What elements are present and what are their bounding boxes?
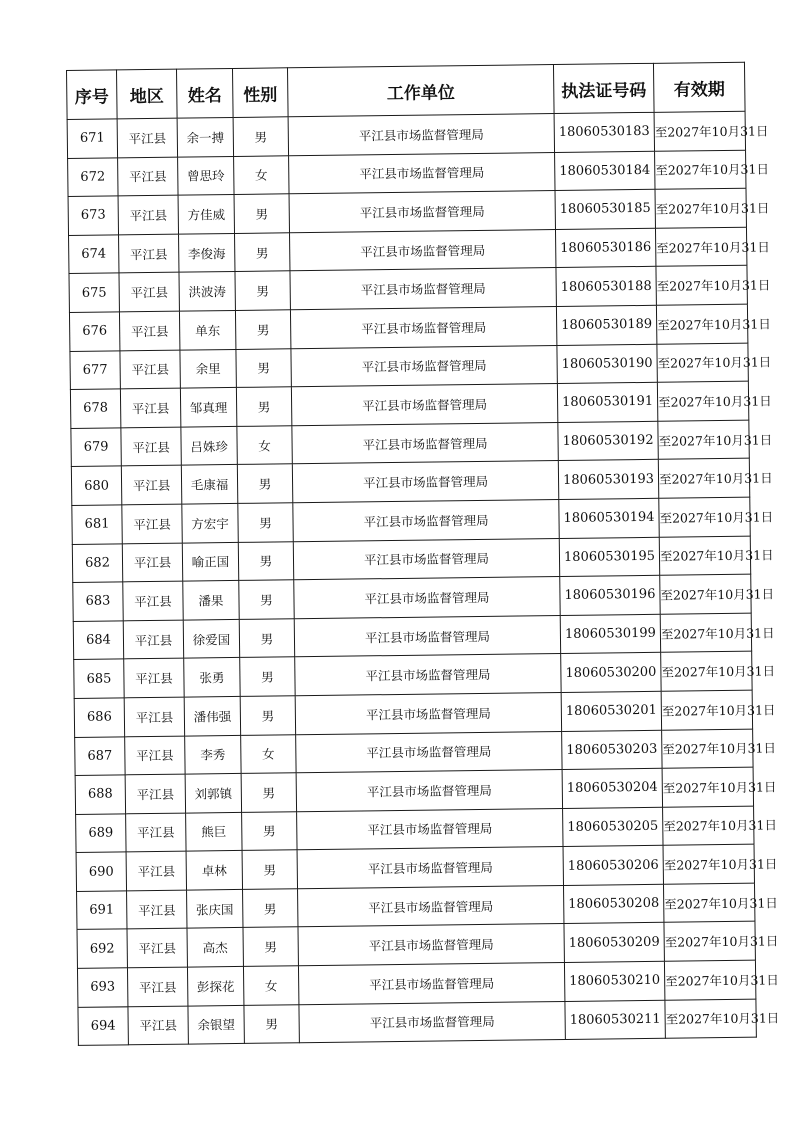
- serial-number-cell: 690: [76, 852, 126, 891]
- serial-number-cell: 676: [69, 312, 119, 351]
- name-cell: 吕姝珍: [181, 426, 237, 465]
- gender-cell: 男: [236, 387, 291, 426]
- gender-cell: 男: [241, 773, 296, 812]
- region-cell: 平江县: [119, 234, 179, 273]
- serial-number-cell: 689: [76, 814, 126, 853]
- region-cell: 平江县: [119, 273, 179, 312]
- gender-cell: 男: [240, 696, 295, 735]
- work-unit-cell: 平江县市场监督管理局: [297, 847, 563, 889]
- region-cell: 平江县: [122, 504, 182, 543]
- work-unit-cell: 平江县市场监督管理局: [289, 191, 555, 233]
- gender-cell: 男: [238, 503, 293, 542]
- gender-cell: 男: [235, 233, 290, 272]
- certificate-number-cell: 18060530185: [555, 190, 655, 230]
- serial-number-cell: 672: [68, 157, 118, 196]
- valid-until-cell: 至2027年10月31日: [662, 729, 753, 769]
- region-cell: 平江县: [126, 851, 186, 890]
- name-cell: 高杰: [187, 928, 243, 967]
- gender-cell: 男: [239, 580, 294, 619]
- region-cell: 平江县: [118, 157, 178, 196]
- valid-until-cell: 至2027年10月31日: [660, 613, 751, 653]
- serial-number-cell: 682: [72, 543, 122, 582]
- name-cell: 方宏宇: [182, 503, 238, 542]
- valid-until-cell: 至2027年10月31日: [661, 651, 752, 691]
- certificate-number-cell: 18060530194: [559, 498, 659, 538]
- certificate-number-cell: 18060530195: [559, 537, 659, 577]
- region-cell: 平江县: [118, 195, 178, 234]
- work-unit-cell: 平江县市场监督管理局: [298, 963, 564, 1005]
- serial-number-cell: 691: [77, 891, 127, 930]
- valid-until-cell: 至2027年10月31日: [655, 227, 746, 267]
- certificate-number-cell: 18060530189: [556, 305, 656, 345]
- work-unit-cell: 平江县市场监督管理局: [288, 114, 554, 156]
- header-serial-number: 序号: [67, 70, 118, 120]
- gender-cell: 男: [242, 811, 297, 850]
- work-unit-cell: 平江县市场监督管理局: [297, 808, 563, 850]
- work-unit-cell: 平江县市场监督管理局: [293, 538, 559, 580]
- serial-number-cell: 683: [73, 582, 123, 621]
- serial-number-cell: 693: [77, 968, 127, 1007]
- region-cell: 平江县: [123, 581, 183, 620]
- name-cell: 喻正国: [182, 542, 238, 581]
- serial-number-cell: 681: [72, 505, 122, 544]
- valid-until-cell: 至2027年10月31日: [659, 497, 750, 537]
- table-header-row: [67, 62, 746, 119]
- name-cell: 方佳威: [178, 195, 234, 234]
- valid-until-cell: 至2027年10月31日: [656, 266, 747, 306]
- name-cell: 李秀: [185, 735, 241, 774]
- name-cell: 余里: [180, 349, 236, 388]
- serial-number-cell: 679: [71, 428, 121, 467]
- valid-until-cell: 至2027年10月31日: [664, 960, 755, 1000]
- gender-cell: 男: [235, 271, 290, 310]
- work-unit-cell: 平江县市场监督管理局: [291, 384, 557, 426]
- certificate-number-cell: 18060530199: [560, 614, 660, 654]
- work-unit-cell: 平江县市场监督管理局: [290, 268, 556, 310]
- certificate-number-cell: 18060530201: [561, 691, 661, 731]
- header-certificate-number: 执法证号码: [553, 63, 654, 113]
- certificate-number-cell: 18060530190: [557, 344, 657, 384]
- certificate-number-cell: 18060530200: [561, 653, 661, 693]
- certificate-number-cell: 18060530204: [562, 768, 662, 808]
- region-cell: 平江县: [125, 774, 185, 813]
- valid-until-cell: 至2027年10月31日: [664, 922, 755, 962]
- gender-cell: 女: [234, 155, 289, 194]
- region-cell: 平江县: [121, 465, 181, 504]
- work-unit-cell: 平江县市场监督管理局: [293, 499, 559, 541]
- name-cell: 洪波涛: [179, 272, 235, 311]
- gender-cell: 男: [243, 889, 298, 928]
- certificate-number-cell: 18060530196: [560, 575, 660, 615]
- roster-sheet: [66, 62, 780, 1046]
- table-row: [78, 999, 756, 1046]
- serial-number-cell: 687: [75, 736, 125, 775]
- serial-number-cell: 688: [75, 775, 125, 814]
- name-cell: 毛康福: [181, 465, 237, 504]
- certificate-number-cell: 18060530192: [558, 421, 658, 461]
- name-cell: 余一搏: [177, 117, 233, 156]
- serial-number-cell: 671: [67, 119, 117, 158]
- valid-until-cell: 至2027年10月31日: [654, 111, 745, 151]
- valid-until-cell: 至2027年10月31日: [663, 844, 754, 884]
- certificate-number-cell: 18060530211: [565, 1000, 665, 1040]
- certificate-number-cell: 18060530188: [556, 267, 656, 307]
- certificate-number-cell: 18060530203: [562, 730, 662, 770]
- serial-number-cell: 686: [74, 698, 124, 737]
- gender-cell: 女: [237, 426, 292, 465]
- serial-number-cell: 675: [69, 273, 119, 312]
- work-unit-cell: 平江县市场监督管理局: [296, 731, 562, 773]
- work-unit-cell: 平江县市场监督管理局: [290, 306, 556, 348]
- work-unit-cell: 平江县市场监督管理局: [295, 692, 561, 734]
- work-unit-cell: 平江县市场监督管理局: [294, 615, 560, 657]
- region-cell: 平江县: [126, 813, 186, 852]
- region-cell: 平江县: [120, 388, 180, 427]
- name-cell: 单东: [179, 310, 235, 349]
- gender-cell: 男: [237, 464, 292, 503]
- region-cell: 平江县: [120, 350, 180, 389]
- serial-number-cell: 673: [68, 196, 118, 235]
- work-unit-cell: 平江县市场监督管理局: [298, 885, 564, 927]
- name-cell: 张庆国: [187, 889, 243, 928]
- serial-number-cell: 680: [71, 466, 121, 505]
- region-cell: 平江县: [122, 543, 182, 582]
- region-cell: 平江县: [124, 697, 184, 736]
- region-cell: 平江县: [127, 890, 187, 929]
- valid-until-cell: 至2027年10月31日: [656, 304, 747, 344]
- name-cell: 余银望: [188, 1005, 244, 1044]
- work-unit-cell: 平江县市场监督管理局: [294, 577, 560, 619]
- region-cell: 平江县: [127, 967, 187, 1006]
- certificate-number-cell: 18060530186: [555, 228, 655, 268]
- gender-cell: 男: [244, 1004, 299, 1043]
- serial-number-cell: 678: [70, 389, 120, 428]
- name-cell: 潘伟强: [184, 696, 240, 735]
- gender-cell: 男: [240, 657, 295, 696]
- name-cell: 卓林: [186, 851, 242, 890]
- work-unit-cell: 平江县市场监督管理局: [292, 461, 558, 503]
- certificate-number-cell: 18060530184: [555, 151, 655, 191]
- name-cell: 张勇: [184, 658, 240, 697]
- valid-until-cell: 至2027年10月31日: [663, 806, 754, 846]
- name-cell: 潘果: [183, 581, 239, 620]
- name-cell: 曾思玲: [178, 156, 234, 195]
- valid-until-cell: 至2027年10月31日: [660, 574, 751, 614]
- region-cell: 平江县: [127, 929, 187, 968]
- name-cell: 徐爱国: [183, 619, 239, 658]
- gender-cell: 女: [241, 734, 296, 773]
- work-unit-cell: 平江县市场监督管理局: [298, 924, 564, 966]
- header-valid-until: 有效期: [653, 62, 745, 112]
- valid-until-cell: 至2027年10月31日: [659, 536, 750, 576]
- certificate-number-cell: 18060530209: [564, 923, 664, 963]
- gender-cell: 男: [238, 541, 293, 580]
- valid-until-cell: 至2027年10月31日: [657, 381, 748, 421]
- work-unit-cell: 平江县市场监督管理局: [295, 654, 561, 696]
- region-cell: 平江县: [124, 658, 184, 697]
- header-work-unit: 工作单位: [287, 65, 554, 117]
- valid-until-cell: 至2027年10月31日: [655, 150, 746, 190]
- name-cell: 邹真理: [180, 388, 236, 427]
- header-name: 姓名: [176, 68, 233, 118]
- work-unit-cell: 平江县市场监督管理局: [296, 770, 562, 812]
- gender-cell: 男: [239, 618, 294, 657]
- serial-number-cell: 685: [74, 659, 124, 698]
- region-cell: 平江县: [128, 1006, 188, 1045]
- region-cell: 平江县: [117, 118, 177, 157]
- region-cell: 平江县: [121, 427, 181, 466]
- name-cell: 李俊海: [179, 233, 235, 272]
- region-cell: 平江县: [123, 620, 183, 659]
- gender-cell: 男: [242, 850, 297, 889]
- certificate-number-cell: 18060530183: [554, 112, 654, 152]
- region-cell: 平江县: [125, 736, 185, 775]
- work-unit-cell: 平江县市场监督管理局: [291, 345, 557, 387]
- valid-until-cell: 至2027年10月31日: [662, 767, 753, 807]
- certificate-number-cell: 18060530206: [563, 846, 663, 886]
- certificate-number-cell: 18060530191: [557, 382, 657, 422]
- serial-number-cell: 674: [69, 235, 119, 274]
- gender-cell: 男: [233, 117, 288, 156]
- valid-until-cell: 至2027年10月31日: [655, 188, 746, 228]
- certificate-number-cell: 18060530210: [564, 961, 664, 1001]
- name-cell: 刘郭镇: [185, 774, 241, 813]
- table-body: [67, 111, 780, 1045]
- work-unit-cell: 平江县市场监督管理局: [290, 229, 556, 271]
- certificate-number-cell: 18060530208: [563, 884, 663, 924]
- name-cell: 彭探花: [187, 966, 243, 1005]
- work-unit-cell: 平江县市场监督管理局: [289, 152, 555, 194]
- name-cell: 熊巨: [186, 812, 242, 851]
- certificate-number-cell: 18060530205: [563, 807, 663, 847]
- gender-cell: 女: [243, 966, 298, 1005]
- serial-number-cell: 677: [70, 350, 120, 389]
- work-unit-cell: 平江县市场监督管理局: [299, 1001, 565, 1043]
- serial-number-cell: 684: [73, 621, 123, 660]
- work-unit-cell: 平江县市场监督管理局: [292, 422, 558, 464]
- valid-until-cell: 至2027年10月31日: [657, 343, 748, 383]
- gender-cell: 男: [243, 927, 298, 966]
- valid-until-cell: 至2027年10月31日: [663, 883, 754, 923]
- enforcement-officer-table: [66, 62, 780, 1046]
- region-cell: 平江县: [119, 311, 179, 350]
- header-gender: 性别: [232, 68, 288, 118]
- valid-until-cell: 至2027年10月31日: [658, 459, 749, 499]
- gender-cell: 男: [235, 310, 290, 349]
- gender-cell: 男: [234, 194, 289, 233]
- certificate-number-cell: 18060530193: [558, 460, 658, 500]
- valid-until-cell: 至2027年10月31日: [658, 420, 749, 460]
- serial-number-cell: 692: [77, 929, 127, 968]
- header-region: 地区: [117, 69, 178, 119]
- serial-number-cell: 694: [78, 1006, 128, 1045]
- valid-until-cell: 至2027年10月31日: [665, 999, 756, 1039]
- valid-until-cell: 至2027年10月31日: [661, 690, 752, 730]
- gender-cell: 男: [236, 348, 291, 387]
